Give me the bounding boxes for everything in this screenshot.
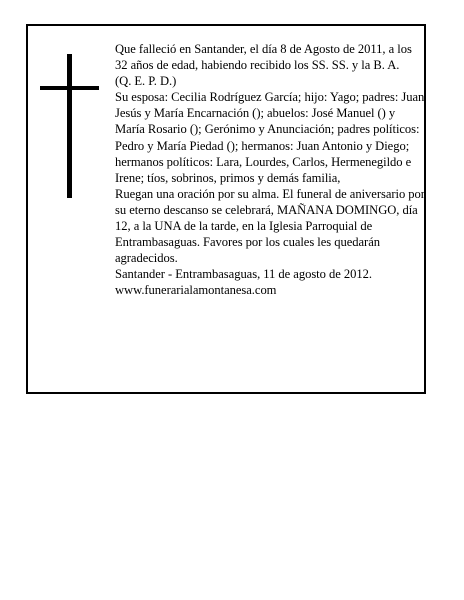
cross-horizontal-bar: [40, 86, 99, 90]
obituary-notice: [26, 24, 426, 394]
rip-abbreviation: (Q. E. P. D.): [115, 74, 177, 89]
place-and-date: Santander - Entrambasaguas, 11 de agosto de 2012.: [115, 267, 372, 282]
family-list: Su esposa: Cecilia Rodríguez García; hijo: Yago; padres: Juan Jesús y María Encarnación (); abuelos: José Manuel () y María Rosario (); Gerónimo y Anunciación; padres políticos: Pedro y María Piedad (); hermanos: Juan Antonio y Diego; hermanos políticos: Lara, Lourdes, Carlos, Hermenegildo e Irene; tíos, sobrinos, primos y demás familia,: [115, 90, 425, 185]
notice-text: [115, 41, 425, 299]
cross-icon: [40, 54, 100, 198]
cross-vertical-bar: [67, 54, 72, 198]
funeral-details: Ruegan una oración por su alma. El funeral de aniversario por su eterno descanso se celebrará, MAÑANA DOMINGO, día 12, a la UNA de la tarde, en la Iglesia Parroquial de Entrambasaguas. Favores por los cuales les quedarán agradecidos.: [115, 186, 425, 266]
funeral-home-website: www.funerarialamontanesa.com: [115, 283, 277, 298]
death-announcement: Que falleció en Santander, el día 8 de Agosto de 2011, a los 32 años de edad, habiendo recibido los SS. SS. y la B. A.: [115, 42, 412, 73]
